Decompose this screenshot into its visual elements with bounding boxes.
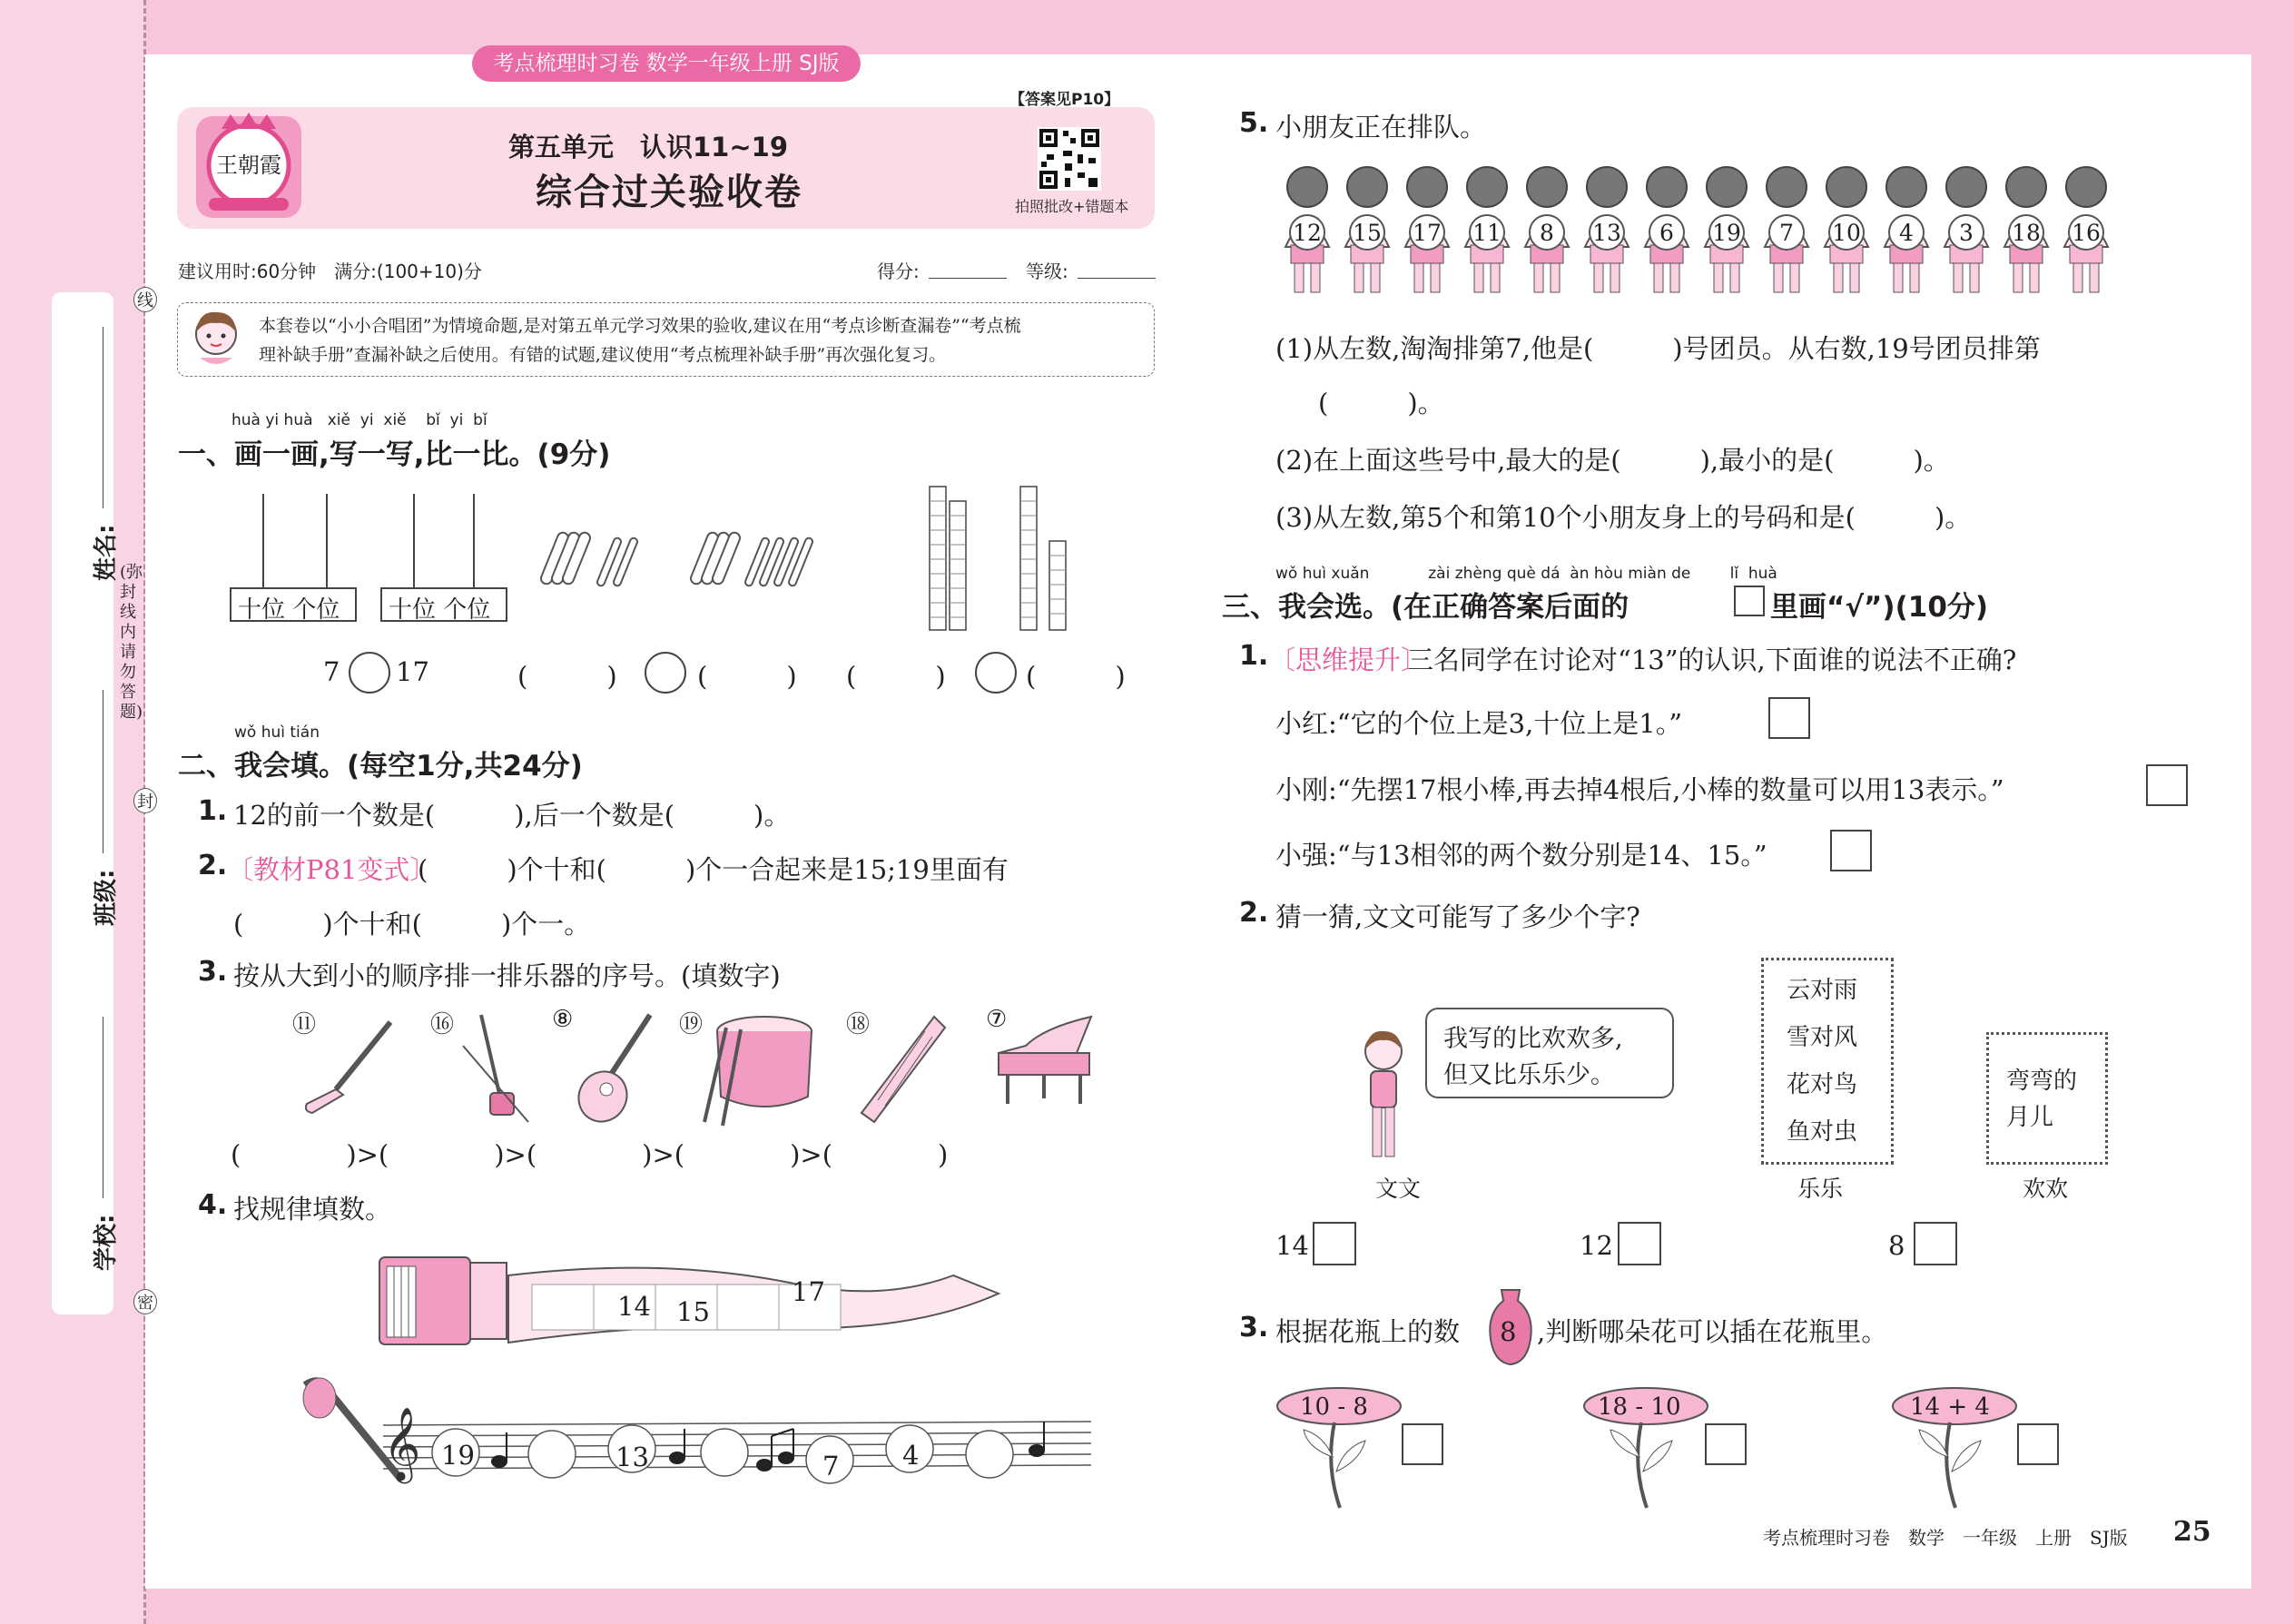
instrument-label-2: ⑯ <box>430 1011 455 1038</box>
qr-caption: 拍照批改+错题本 <box>1015 198 1129 215</box>
suona-icon <box>300 1017 399 1117</box>
grade-label: 等级: <box>1026 261 1068 282</box>
girl-avatar-icon <box>186 307 246 370</box>
checkbox-choice-14[interactable] <box>1313 1222 1356 1265</box>
q5-part1-a: (1)从左数,淘淘排第7,他是( )号团员。从右数,19号团员排第 <box>1275 333 2041 364</box>
q1-number: 1. <box>198 795 228 827</box>
answer-paren[interactable]: ( ) <box>846 661 946 692</box>
instrument-label-5: ⑱ <box>846 1011 871 1038</box>
section1-title: 一、画一画,写一写,比一比。(9分) <box>178 438 611 471</box>
drum-icon <box>699 1009 817 1127</box>
poem-line: 雪对风 <box>1787 1024 1858 1051</box>
checkbox-xiaohong[interactable] <box>1768 697 1810 739</box>
page-number: 25 <box>2173 1516 2211 1548</box>
child-number: 11 <box>1472 220 1501 246</box>
poem-line: 鱼对虫 <box>1787 1118 1858 1146</box>
compare-circle-1[interactable] <box>349 652 390 694</box>
answer-reference: 【答案见P10】 <box>1009 91 1120 109</box>
child-number: 6 <box>1659 220 1674 246</box>
s3-q2-number: 2. <box>1239 897 1269 929</box>
checkbox-flower-1[interactable] <box>1402 1423 1443 1465</box>
brand-logo <box>191 109 307 225</box>
staff-number: 13 <box>615 1442 649 1472</box>
series-banner: 考点梳理时习卷 数学一年级上册 SJ版 <box>472 45 861 82</box>
s3-q1-tag: 〔思维提升〕 <box>1269 645 1428 675</box>
name-lele: 乐乐 <box>1797 1176 1844 1202</box>
staff-number: 19 <box>441 1440 475 1471</box>
child-number: 18 <box>2012 220 2041 246</box>
child-figure <box>1937 163 1995 300</box>
q4-number: 4. <box>198 1189 228 1221</box>
guitar-icon <box>572 1009 663 1127</box>
music-staff <box>292 1371 1091 1498</box>
q5-part3: (3)从左数,第5个和第10个小朋友身上的号码和是( )。 <box>1275 502 1972 533</box>
q3-order-answer[interactable]: ( )>( )>( )>( )>( ) <box>231 1139 949 1170</box>
child-figure <box>1518 163 1576 300</box>
section1-pinyin: huà yi huà xiě yi xiě bǐ yi bǐ <box>231 411 487 429</box>
intro-line-2: 理补缺手册”查漏补缺之后使用。有错的试题,建议使用“考点梳理补缺手册”再次强化复习。 <box>259 345 947 365</box>
name-huanhuan: 欢欢 <box>2023 1176 2069 1202</box>
section3-pinyin: wǒ huì xuǎn zài zhèng què dá àn hòu miàn de lǐ huà <box>1275 565 1777 583</box>
checkbox-choice-8[interactable] <box>1914 1222 1957 1265</box>
girl-wenwen-icon <box>1353 1026 1416 1167</box>
bubble-line-2: 但又比乐乐少。 <box>1443 1061 1615 1089</box>
answer-paren[interactable]: ( ) <box>697 661 797 692</box>
child-figure <box>1278 163 1336 300</box>
grade-field[interactable] <box>1078 278 1156 279</box>
vase-number: 8 <box>1500 1316 1517 1347</box>
checkbox-flower-3[interactable] <box>2017 1423 2059 1465</box>
poem-line: 花对鸟 <box>1787 1071 1858 1098</box>
section2-title: 二、我会填。(每空1分,共24分) <box>178 750 583 782</box>
poem-line: 云对雨 <box>1787 977 1858 1004</box>
instrument-label-3: ⑧ <box>552 1006 574 1033</box>
child-number: 16 <box>2072 220 2101 246</box>
intro-line-1: 本套卷以“小小合唱团”为情境命题,是对第五单元学习效果的验收,建议在用“考点诊断查漏卷”“考点梳 <box>259 316 1021 336</box>
compare-left-number: 7 <box>323 656 340 687</box>
choice-label: 8 <box>1888 1230 1905 1261</box>
seal-mark-close: 密 <box>133 1289 157 1314</box>
section2-pinyin: wǒ huì tián <box>234 723 320 742</box>
statement-xiaohong: 小红:“它的个位上是3,十位上是1。” <box>1275 708 1683 739</box>
school-label: 学校: <box>93 1214 120 1271</box>
child-number: 12 <box>1293 220 1322 246</box>
s3-q1-number: 1. <box>1239 640 1269 672</box>
poem-line: 月儿 <box>2006 1104 2054 1131</box>
child-figure <box>1817 163 1876 300</box>
child-figure <box>1877 163 1935 300</box>
choice-label: 12 <box>1580 1230 1613 1261</box>
child-number: 15 <box>1353 220 1382 246</box>
instrument-label-1: ⑪ <box>292 1011 317 1038</box>
checkbox-flower-2[interactable] <box>1705 1423 1747 1465</box>
logo-text: 王朝霞 <box>216 153 281 178</box>
child-figure <box>2057 163 2115 300</box>
name-label: 姓名: <box>93 524 120 581</box>
piano-icon <box>989 1009 1098 1109</box>
child-number: 17 <box>1413 220 1442 246</box>
child-figure <box>1638 163 1696 300</box>
child-number: 10 <box>1832 220 1861 246</box>
seal-mark-seal: 封 <box>133 788 157 813</box>
flower-expression: 14 + 4 <box>1910 1393 1990 1421</box>
staff-number: 4 <box>902 1440 920 1471</box>
cube-rods-icon <box>926 481 1071 632</box>
score-field[interactable] <box>929 278 1007 279</box>
exam-title: 综合过关验收卷 <box>536 172 802 213</box>
s3-q2-text: 猜一猜,文文可能写了多少个字? <box>1275 901 1640 932</box>
svg-text:𝄞: 𝄞 <box>383 1406 421 1481</box>
stick-bundle-icon-2 <box>690 522 826 595</box>
title-checkbox-icon <box>1734 586 1765 616</box>
child-figure <box>1338 163 1396 300</box>
child-figure <box>1698 163 1756 300</box>
staff-number: 7 <box>822 1451 840 1481</box>
q3-number: 3. <box>198 956 228 988</box>
instrument-label-6: ⑦ <box>986 1006 1008 1033</box>
kids-row <box>1278 163 2113 304</box>
child-figure <box>1458 163 1516 300</box>
child-number: 4 <box>1899 220 1914 246</box>
abacus-label-2: 十位 个位 <box>389 596 491 624</box>
statement-xiaoqiang: 小强:“与13相邻的两个数分别是14、15。” <box>1275 840 1767 871</box>
answer-paren[interactable]: ( ) <box>1026 661 1126 692</box>
checkbox-choice-12[interactable] <box>1618 1222 1661 1265</box>
child-number: 19 <box>1712 220 1741 246</box>
compare-circle-2[interactable] <box>645 652 686 694</box>
q2-text-b: ( )个十和( )个一。 <box>233 909 591 940</box>
flower-expression: 18 - 10 <box>1598 1393 1681 1421</box>
s3-q3-text-a: 根据花瓶上的数 <box>1275 1316 1461 1347</box>
q3-text: 按从大到小的顺序排一排乐器的序号。(填数字) <box>233 960 781 991</box>
q2-tag: 〔教材P81变式〕 <box>227 854 437 885</box>
score-label: 得分: <box>877 261 920 282</box>
child-figure <box>1398 163 1456 300</box>
q1-text: 12的前一个数是( ),后一个数是( )。 <box>233 800 791 831</box>
bubble-line-1: 我写的比欢欢多, <box>1443 1025 1623 1053</box>
s3-q1-text: 三名同学在讨论对“13”的认识,下面谁的说法不正确? <box>1407 645 2017 675</box>
seal-notice: (弥封线内请勿答题) <box>120 563 143 722</box>
ribbon-number: 17 <box>792 1276 825 1307</box>
child-number: 3 <box>1959 220 1974 246</box>
unit-title: 第五单元 认识11~19 <box>508 132 789 162</box>
stick-bundle-icon <box>540 522 649 595</box>
choice-label: 14 <box>1275 1230 1309 1261</box>
checkbox-xiaoqiang[interactable] <box>1830 830 1872 871</box>
poem-line: 弯弯的 <box>2006 1068 2078 1095</box>
q5-title: 小朋友正在排队。 <box>1275 112 1487 143</box>
ribbon-number: 15 <box>676 1296 710 1327</box>
name-wenwen: 文文 <box>1375 1176 1422 1202</box>
ribbon-number: 14 <box>617 1291 651 1322</box>
section3-title-b: 里画“√”)(10分) <box>1770 591 1989 624</box>
s3-q3-text-b: ,判断哪朵花可以插在花瓶里。 <box>1537 1316 1888 1347</box>
flower-expression: 10 - 8 <box>1300 1393 1368 1421</box>
checkbox-xiaogang[interactable] <box>2146 764 2188 806</box>
child-figure <box>1757 163 1816 300</box>
footer-text: 考点梳理时习卷 数学 一年级 上册 SJ版 <box>1763 1527 2128 1549</box>
student-info-card <box>52 292 113 1314</box>
q2-text-a: ( )个十和( )个一合起来是15;19里面有 <box>418 854 1009 885</box>
child-number: 8 <box>1540 220 1554 246</box>
child-number: 13 <box>1592 220 1621 246</box>
q4-text: 找规律填数。 <box>233 1194 392 1225</box>
qr-code-icon[interactable] <box>1038 127 1101 191</box>
guzheng-icon <box>858 1009 949 1127</box>
q2-number: 2. <box>198 850 228 881</box>
section3-title-a: 三、我会选。(在正确答案后面的 <box>1222 591 1629 624</box>
q5-part1-b: ( )。 <box>1318 388 1444 418</box>
compare-circle-3[interactable] <box>975 652 1017 694</box>
instrument-label-4: ⑲ <box>679 1011 704 1038</box>
child-figure <box>1578 163 1636 300</box>
child-figure <box>1997 163 2055 300</box>
class-label: 班级: <box>93 869 120 926</box>
s3-q3-number: 3. <box>1239 1312 1269 1343</box>
q5-part2: (2)在上面这些号中,最大的是( ),最小的是( )。 <box>1275 445 1950 476</box>
time-info: 建议用时:60分钟 满分:(100+10)分 <box>178 261 482 282</box>
answer-paren[interactable]: ( ) <box>517 661 617 692</box>
compare-right-number: 17 <box>396 656 429 687</box>
q5-number: 5. <box>1239 107 1269 139</box>
seal-mark-line: 线 <box>133 287 157 312</box>
erhu-icon <box>454 1009 536 1127</box>
child-number: 7 <box>1779 220 1794 246</box>
abacus-label-1: 十位 个位 <box>238 596 340 624</box>
statement-xiaogang: 小刚:“先摆17根小棒,再去掉4根后,小棒的数量可以用13表示。” <box>1275 774 2004 805</box>
